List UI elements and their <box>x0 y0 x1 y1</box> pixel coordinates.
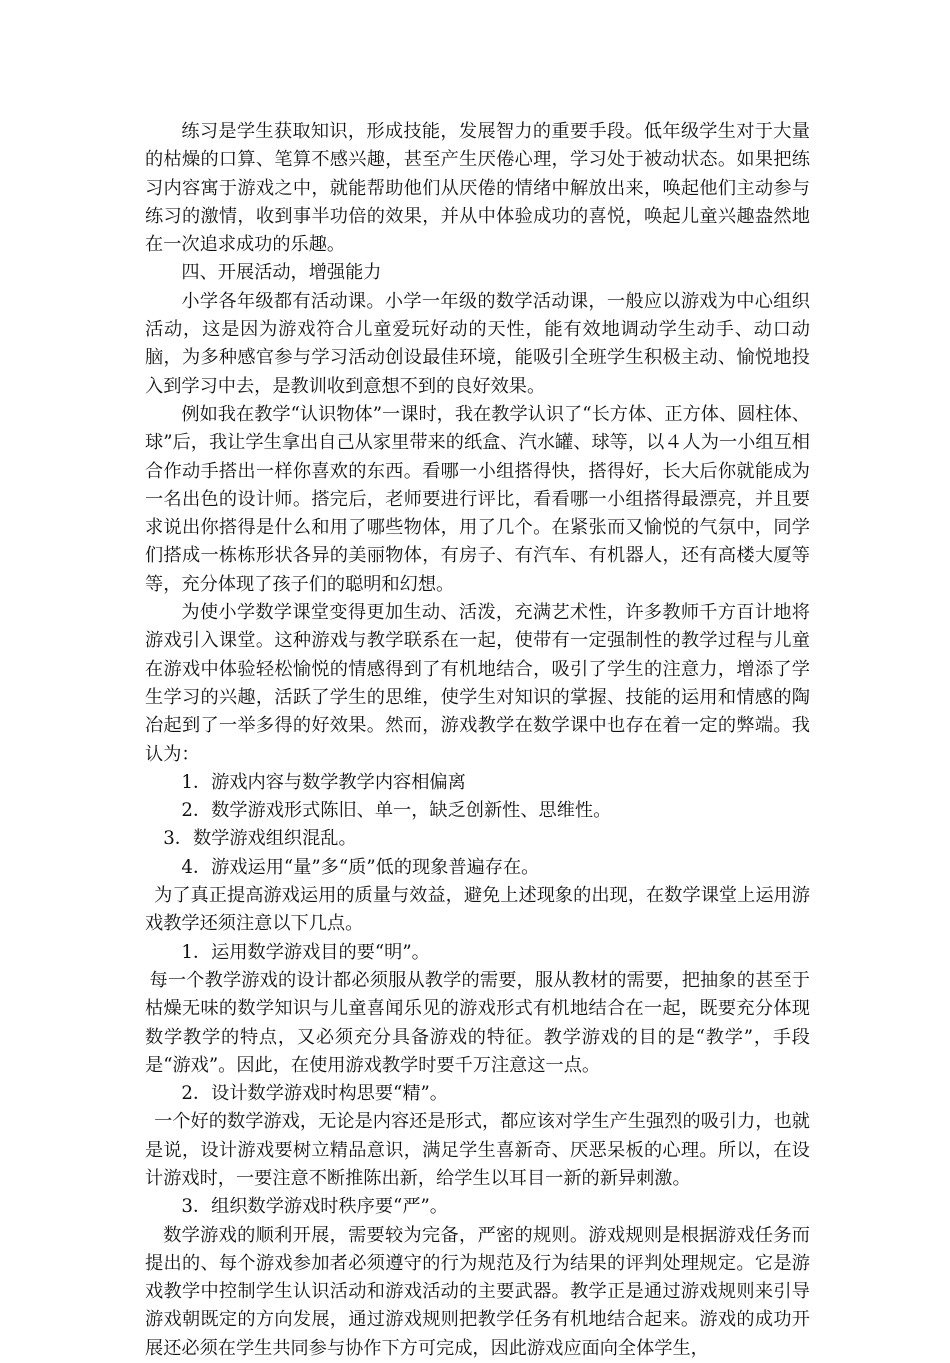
paragraph-activity-class: 小学各年级都有活动课。小学一年级的数学活动课，一般应以游戏为中心组织活动，这是因为游戏符合儿童爱玩好动的天性，能有效地调动学生动手、动口动脑，为多种感官参与学习活动创设最佳环境，能吸引全班学生积极主动、愉悦地投入到学习中去，是教训收到意想不到的良好效果。 <box>145 290 810 397</box>
list-item-drawback-1: 1．游戏内容与数学教学内容相偏离 <box>181 771 466 793</box>
paragraph-practice-intro: 练习是学生获取知识，形成技能，发展智力的重要手段。低年级学生对于大量的枯燥的口算、笔算不感兴趣，甚至产生厌倦心理，学习处于被动状态。如果把练习内容寓于游戏之中，就能帮助他们从厌倦的情绪中解放出来，唤起他们主动参与练习的激情，收到事半功倍的效果，并从中体验成功的喜悦，唤起儿童兴趣盎然地在一次追求成功的乐趣。 <box>145 121 810 256</box>
paragraph-point-1: 每一个教学游戏的设计都必须服从教学的需要，服从教材的需要，把抽象的甚至于枯燥无味的数学知识与儿童喜闻乐见的游戏形式有机地结合在一起，既要充分体现数学教学的特点，又必须充分具备游戏的特征。教学游戏的目的是“教学”，手段是“游戏”。因此，在使用游戏教学时要千万注意这一点。 <box>145 969 810 1076</box>
paragraph-example-objects: 例如我在教学“认识物体”一课时，我在教学认识了“长方体、正方体、圆柱体、球”后，我让学生拿出自己从家里带来的纸盒、汽水罐、球等，以４人为一小组互相合作动手搭出一样你喜欢的东西。看哪一小组搭得快，搭得好，长大后你就能成为一名出色的设计师。搭完后，老师要进行评比，看看哪一小组搭得最漂亮，并且要求说出你搭得是什么和用了哪些物体，用了几个。在紧张而又愉悦的气氛中，同学们搭成一栋栋形状各异的美丽物体，有房子、有汽车、有机器人，还有高楼大厦等等，充分体现了孩子们的聪明和幻想。 <box>145 403 810 595</box>
document-page <box>145 118 810 1363</box>
paragraph-point-2: 一个好的数学游戏，无论是内容还是形式，都应该对学生产生强烈的吸引力，也就是说，设计游戏要树立精品意识，满足学生喜新奇、厌恶呆板的心理。所以，在设计游戏时，一要注意不断推陈出新，给学生以耳目一新的新异刺激。 <box>145 1111 810 1189</box>
section-heading-activities: 四、开展活动，增强能力 <box>181 262 382 284</box>
paragraph-improvement-intro: 为了真正提高游戏运用的质量与效益，避免上述现象的出现，在数学课堂上运用游戏教学还须注意以下几点。 <box>145 885 810 935</box>
paragraph-point-3: 数学游戏的顺利开展，需要较为完备，严密的规则。游戏规则是根据游戏任务而提出的、每个游戏参加者必须遵守的行为规范及行为结果的评判处理规定。它是游戏教学中控制学生认识活动和游戏活动的主要武器。教学正是通过游戏规则来引导游戏朝既定的方向发展，通过游戏规则把教学任务有机地结合起来。游戏的成功开展还必须在学生共同参与协作下方可完成，因此游戏应面向全体学生， <box>145 1224 810 1359</box>
heading-point-3: 3．组织数学游戏时秩序要“严”。 <box>181 1196 448 1218</box>
heading-point-1: 1．运用数学游戏目的要“明”。 <box>181 941 430 963</box>
list-item-drawback-2: 2．数学游戏形式陈旧、单一，缺乏创新性、思维性。 <box>181 800 612 822</box>
paragraph-games-in-class: 为使小学数学课堂变得更加生动、活泼，充满艺术性，许多教师千方百计地将游戏引入课堂。这种游戏与教学联系在一起，使带有一定强制性的教学过程与儿童在游戏中体验轻松愉悦的情感得到了有机地结合，吸引了学生的注意力，增添了学生学习的兴趣，活跃了学生的思维，使学生对知识的掌握、技能的运用和情感的陶冶起到了一举多得的好效果。然而，游戏教学在数学课中也存在着一定的弊端。我认为： <box>145 602 810 765</box>
list-item-drawback-3: 3．数学游戏组织混乱。 <box>163 828 357 850</box>
list-item-drawback-4: 4．游戏运用“量”多“质”低的现象普遍存在。 <box>181 856 540 878</box>
heading-point-2: 2．设计数学游戏时构思要“精”。 <box>181 1083 448 1105</box>
